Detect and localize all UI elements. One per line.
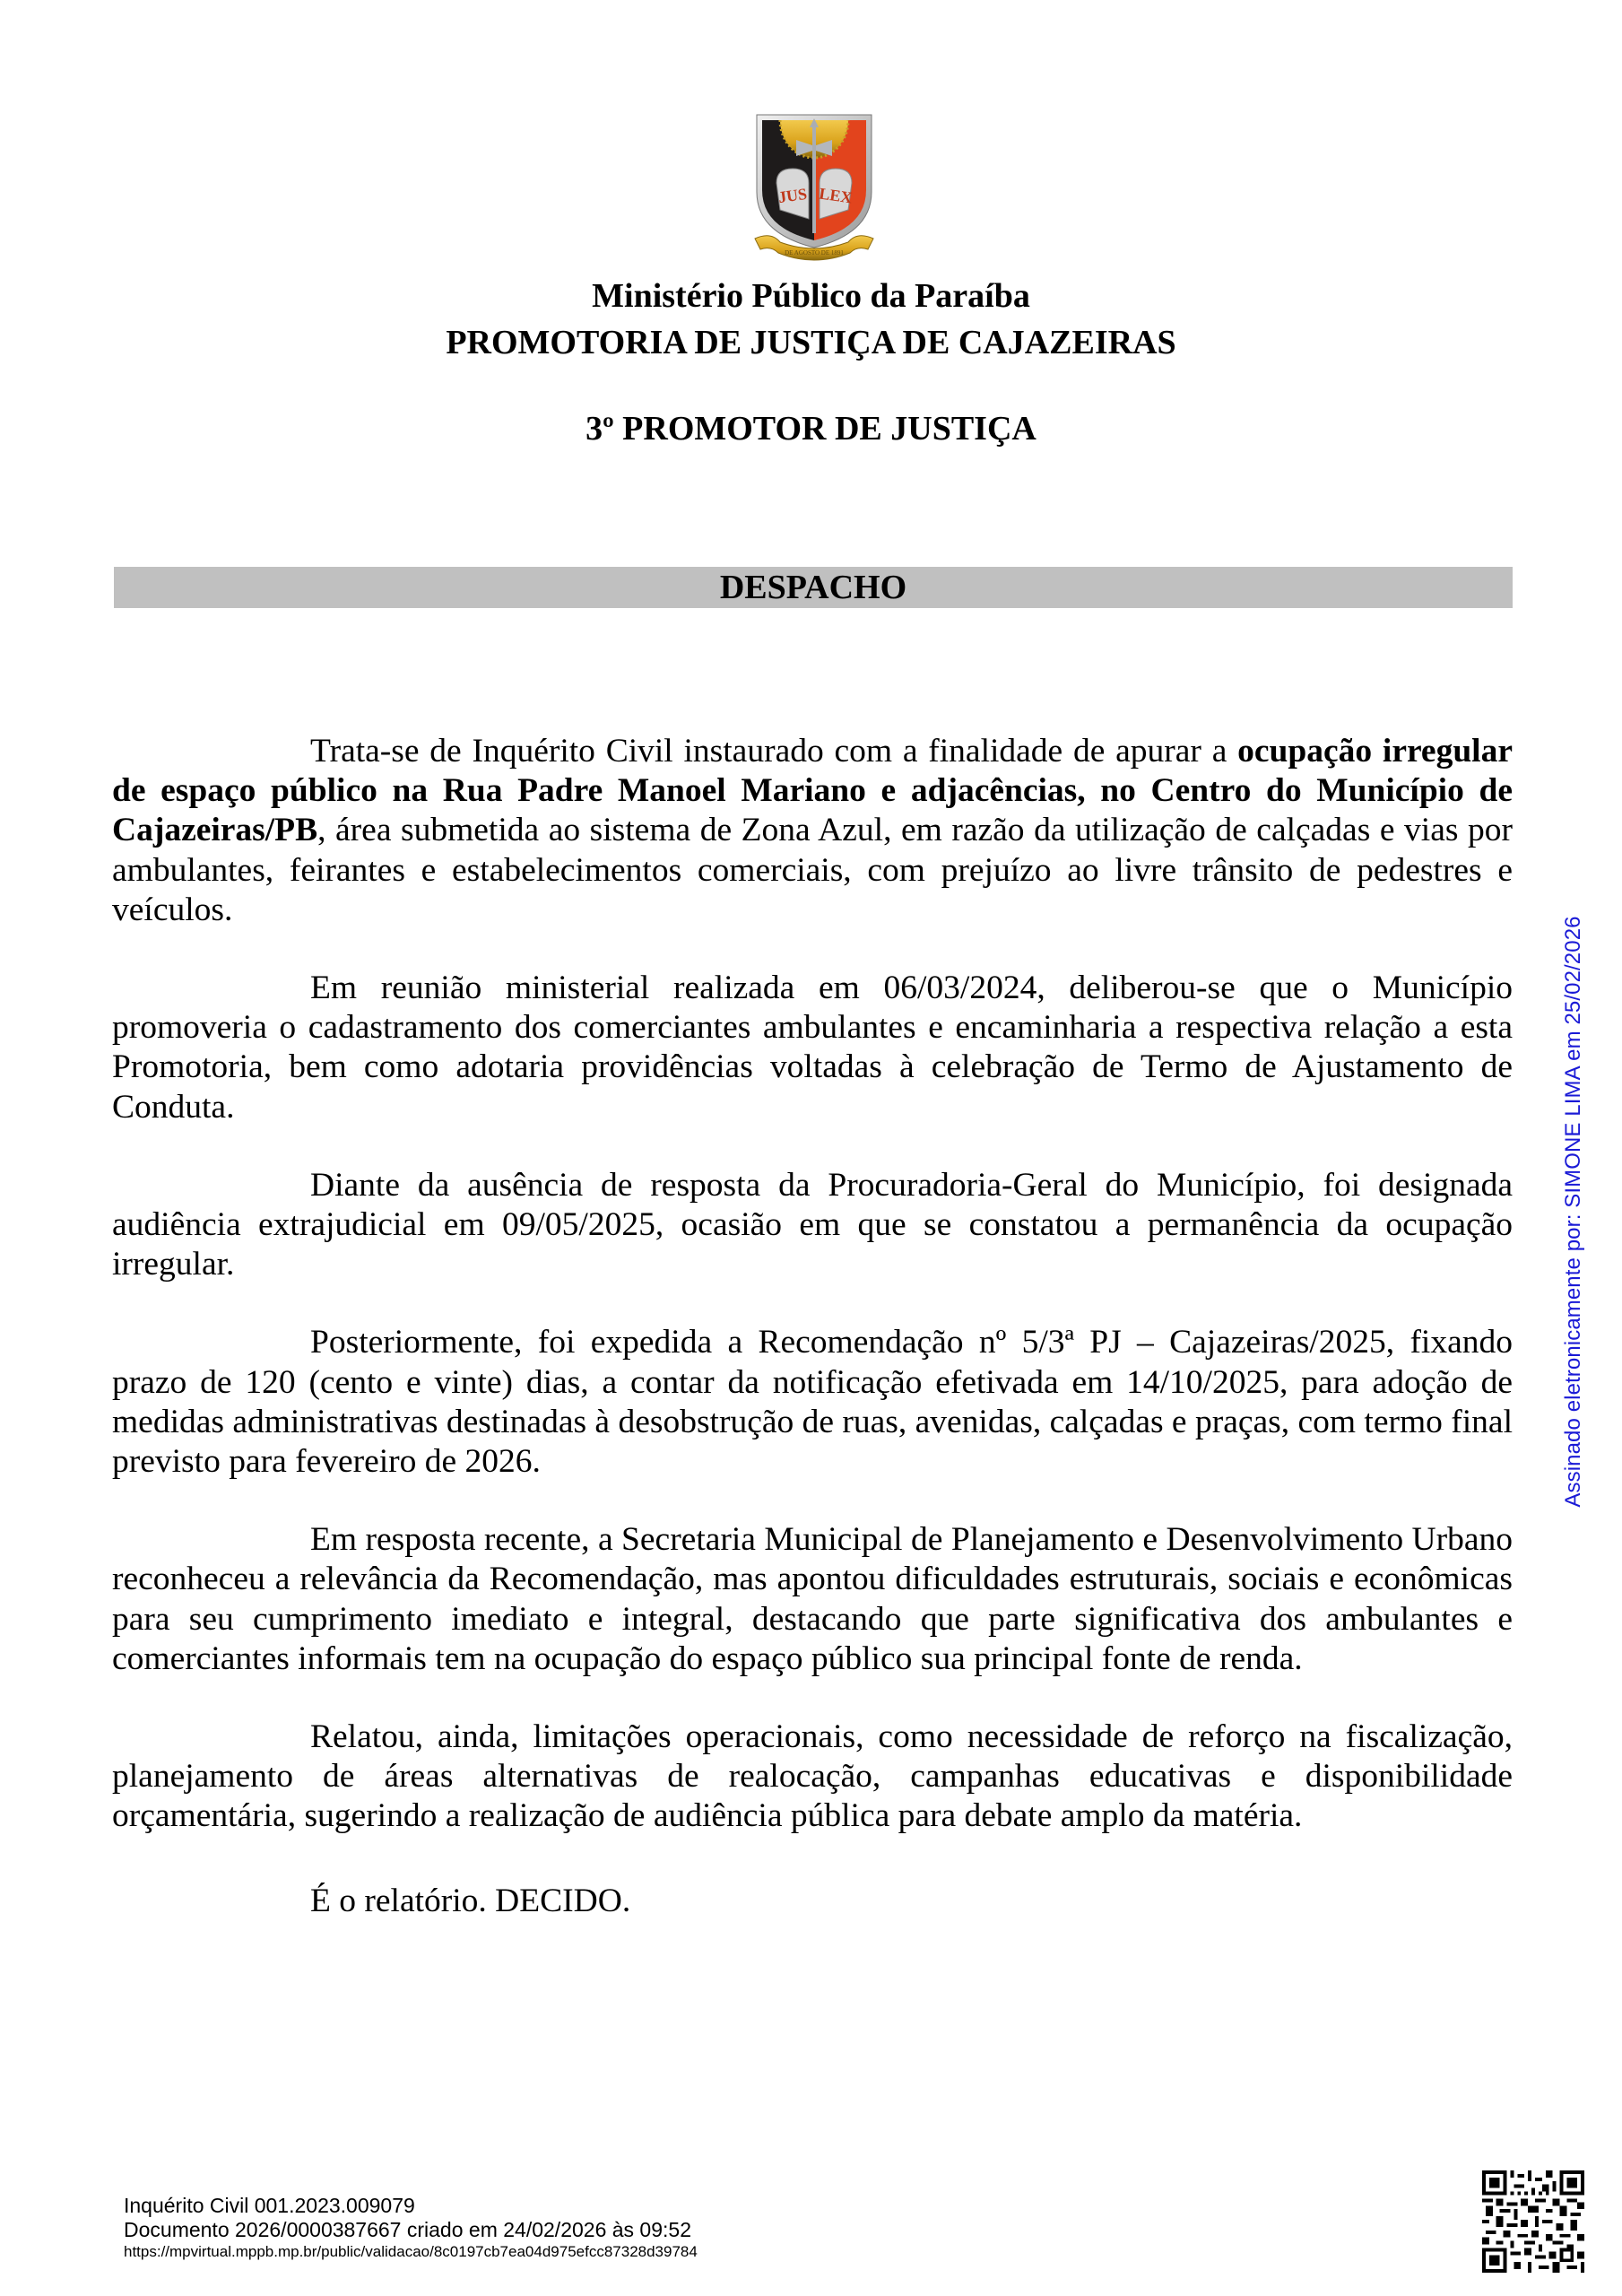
promotor-title: 3º PROMOTOR DE JUSTIÇA <box>585 410 1037 448</box>
office-name: PROMOTORIA DE JUSTIÇA DE CAJAZEIRAS <box>446 324 1176 361</box>
paragraph-6: Relatou, ainda, limitações operacionais, como necessidade de reforço na fiscalização, planejamento de áreas alternativas de realocação, campanhas educativas e disponibilidade orçamentária, sugerindo a realização de audiência pública para debate amplo da matéria. <box>112 1718 1513 1835</box>
electronic-signature-stamp <box>1556 870 1592 1553</box>
svg-text:JUS: JUS <box>776 184 809 207</box>
paragraph-5: Em resposta recente, a Secretaria Municipal de Planejamento e Desenvolvimento Urbano reconheceu a relevância da Recomendação, mas apontou dificuldades estruturais, sociais e econômicas para seu cumprimento imediato e integral, destacando que parte significativa dos ambulantes e comerciantes informais tem na ocupação do espaço público sua principal fonte de renda. <box>112 1521 1513 1677</box>
mppb-coat-of-arms-icon <box>753 113 875 267</box>
paragraph-1-bold-subject: ocupação irregular de espaço público na Rua Padre Manoel Mariano e adjacências, no Centro do Município de Cajazeiras/PB <box>112 733 1513 849</box>
paragraph-1-text-start: Trata-se de Inquérito Civil instaurado com a finalidade de apurar a <box>310 733 1238 770</box>
institution-name: Ministério Público da Paraíba <box>592 277 1030 315</box>
paragraph-2: Em reunião ministerial realizada em 06/03/2024, deliberou-se que o Município promoveria o cadastramento dos comerciantes ambulantes e encaminharia a respectiva relação a esta Promotoria, bem como adotaria providências voltadas à celebração de Termo de Ajustamento de Conduta. <box>112 970 1513 1126</box>
paragraph-3: Diante da ausência de resposta da Procuradoria-Geral do Município, foi designada audiência extrajudicial em 09/05/2025, ocasião em que se constatou a permanência da ocupação irregular. <box>112 1166 1513 1283</box>
signature-stamp-text: Assinado eletronicamente por: SIMONE LIMA em 25/02/2026 <box>1561 916 1585 1508</box>
paragraph-4: Posteriormente, foi expedida a Recomendação nº 5/3ª PJ – Cajazeiras/2025, fixando prazo de 120 (cento e vinte) dias, a contar da notificação efetivada em 14/10/2025, para adoção de medidas administrativas destinadas à desobstrução de ruas, avenidas, calçadas e praças, com termo final previsto para fevereiro de 2026. <box>112 1324 1513 1481</box>
document-title: DESPACHO <box>719 569 907 606</box>
footer-case-number: Inquérito Civil 001.2023.009079 <box>124 2194 415 2217</box>
document-body <box>112 732 1513 1921</box>
paragraph-1-text-end: , área submetida ao sistema de Zona Azul, em razão da utilização de calçadas e vias por ambulantes, feirantes e estabelecimentos comerciais, com prejuízo ao livre trânsito de pedestres e veículos. <box>112 812 1513 928</box>
footer-document-info: Documento 2026/0000387667 criado em 24/02/2026 às 09:52 <box>124 2218 691 2241</box>
qr-code-icon[interactable] <box>1482 2170 1584 2273</box>
document-title-bar <box>114 567 1513 608</box>
closing-statement: É o relatório. DECIDO. <box>310 1882 631 1919</box>
footer-validation-url[interactable]: https://mpvirtual.mppb.mp.br/public/validacao/8c0197cb7ea04d975efcc87328d39784 <box>124 2243 698 2260</box>
svg-text:DE AGOSTO DE 1891: DE AGOSTO DE 1891 <box>785 249 844 257</box>
svg-text:LEX: LEX <box>818 184 854 207</box>
paragraph-1 <box>112 732 1513 930</box>
document-footer <box>124 2194 698 2262</box>
